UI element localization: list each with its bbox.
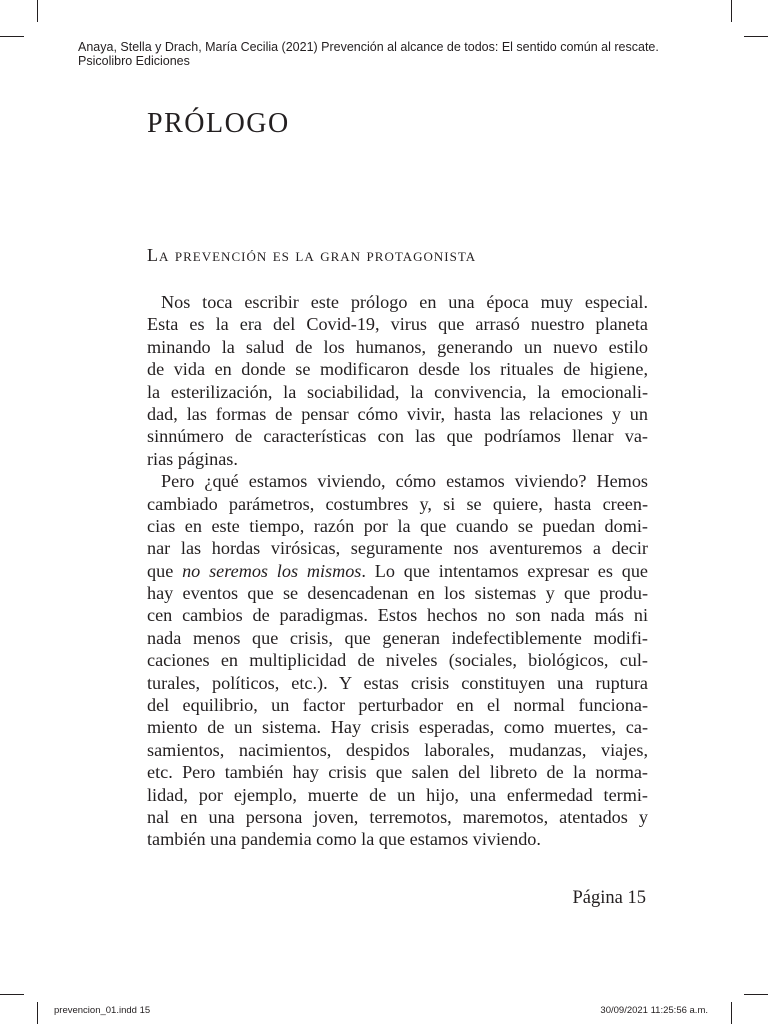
paragraph-1-line-7: sinnúmero de características con las que podríamos llenar va-: [147, 426, 648, 447]
paragraph-2-line-1: Pero ¿qué estamos viviendo, cómo estamos viviendo? Hemos: [161, 471, 648, 492]
paragraph-2-line-11: del equilibrio, un factor perturbador en el normal funciona-: [147, 695, 648, 716]
paragraph-2-line-7: cen cambios de paradigmas. Estos hechos no son nada más ni: [147, 605, 648, 626]
paragraph-2-line-6: hay eventos que se desencadenan en los sistemas y que produ-: [147, 583, 648, 604]
paragraph-2-line-16: nal en una persona joven, terremotos, maremotos, atentados y: [147, 806, 648, 827]
paragraph-2-line-8: nada menos que crisis, que generan indefectiblemente modifi-: [147, 627, 648, 648]
paragraph-2-line-13: samientos, nacimientos, despidos laborales, mudanzas, viajes,: [147, 739, 648, 760]
paragraph-1-line-2: Esta es la era del Covid-19, virus que arrasó nuestro planeta: [147, 314, 648, 335]
paragraph-2-line-5-start: que: [147, 560, 174, 581]
paragraph-2-line-5-mixed: [147, 560, 648, 582]
paragraph-2-line-10: turales, políticos, etc.). Y estas crisis constituyen una ruptura: [147, 672, 648, 693]
body-text: [147, 291, 648, 851]
citation-line-2: Psicolibro Ediciones: [78, 54, 190, 68]
paragraph-1-line-8: rias páginas.: [147, 448, 238, 469]
crop-mark-top-right-h: [744, 36, 768, 37]
page-number: Página 15: [572, 888, 646, 908]
paragraph-1-line-3: minando la salud de los humanos, generando un nuevo estilo: [147, 336, 648, 357]
paragraph-2-line-14: etc. Pero también hay crisis que salen del libreto de la norma-: [147, 762, 648, 783]
paragraph-2-line-4: nar las hordas virósicas, seguramente nos aventuremos a decir: [147, 538, 648, 559]
crop-mark-bottom-left: [37, 1002, 38, 1024]
section-heading: La prevención es la gran protagonista: [147, 245, 477, 265]
paragraph-2-line-3: cias en este tiempo, razón por la que cuando se puedan domi-: [147, 515, 648, 536]
citation-line-1: Anaya, Stella y Drach, María Cecilia (2021) Prevención al alcance de todos: El sentido común al rescate.: [78, 40, 659, 54]
crop-mark-top-right: [731, 0, 732, 22]
paragraph-2-line-15: lidad, por ejemplo, muerte de un hijo, una enfermedad termi-: [147, 784, 648, 805]
italic-phrase: no seremos los mismos: [182, 560, 362, 581]
crop-mark-bottom-right-h: [744, 994, 768, 995]
crop-mark-top-left-h: [0, 36, 24, 37]
crop-mark-bottom-right: [731, 1002, 732, 1024]
crop-mark-bottom-left-h: [0, 994, 24, 995]
footer-file-name: prevencion_01.indd 15: [54, 1005, 151, 1016]
paragraph-2-line-17: también una pandemia como la que estamos viviendo.: [147, 829, 541, 850]
citation-header: [78, 40, 758, 68]
paragraph-2-line-9: caciones en multiplicidad de niveles (sociales, biológicos, cul-: [147, 650, 648, 671]
paragraph-1-line-1: Nos toca escribir este prólogo en una época muy especial.: [161, 292, 648, 312]
paragraph-1-line-6: dad, las formas de pensar cómo vivir, hasta las relaciones y un: [147, 403, 648, 424]
paragraph-2-line-12: miento de un sistema. Hay crisis esperadas, como muertes, ca-: [147, 717, 648, 738]
paragraph-1-line-4: de vida en donde se modificaron desde los rituales de higiene,: [147, 359, 648, 380]
paragraph-2-line-5-end: . Lo que intentamos expresar es que: [361, 560, 649, 581]
paragraph-2-line-2: cambiado parámetros, costumbres y, si se quiere, hasta creen-: [147, 493, 648, 514]
footer-timestamp: 30/09/2021 11:25:56 a.m.: [600, 1005, 708, 1016]
paragraph-1-line-5: la esterilización, la sociabilidad, la convivencia, la emocionali-: [147, 381, 648, 402]
chapter-title: PRÓLOGO: [147, 108, 290, 139]
crop-mark-top-left: [37, 0, 38, 22]
